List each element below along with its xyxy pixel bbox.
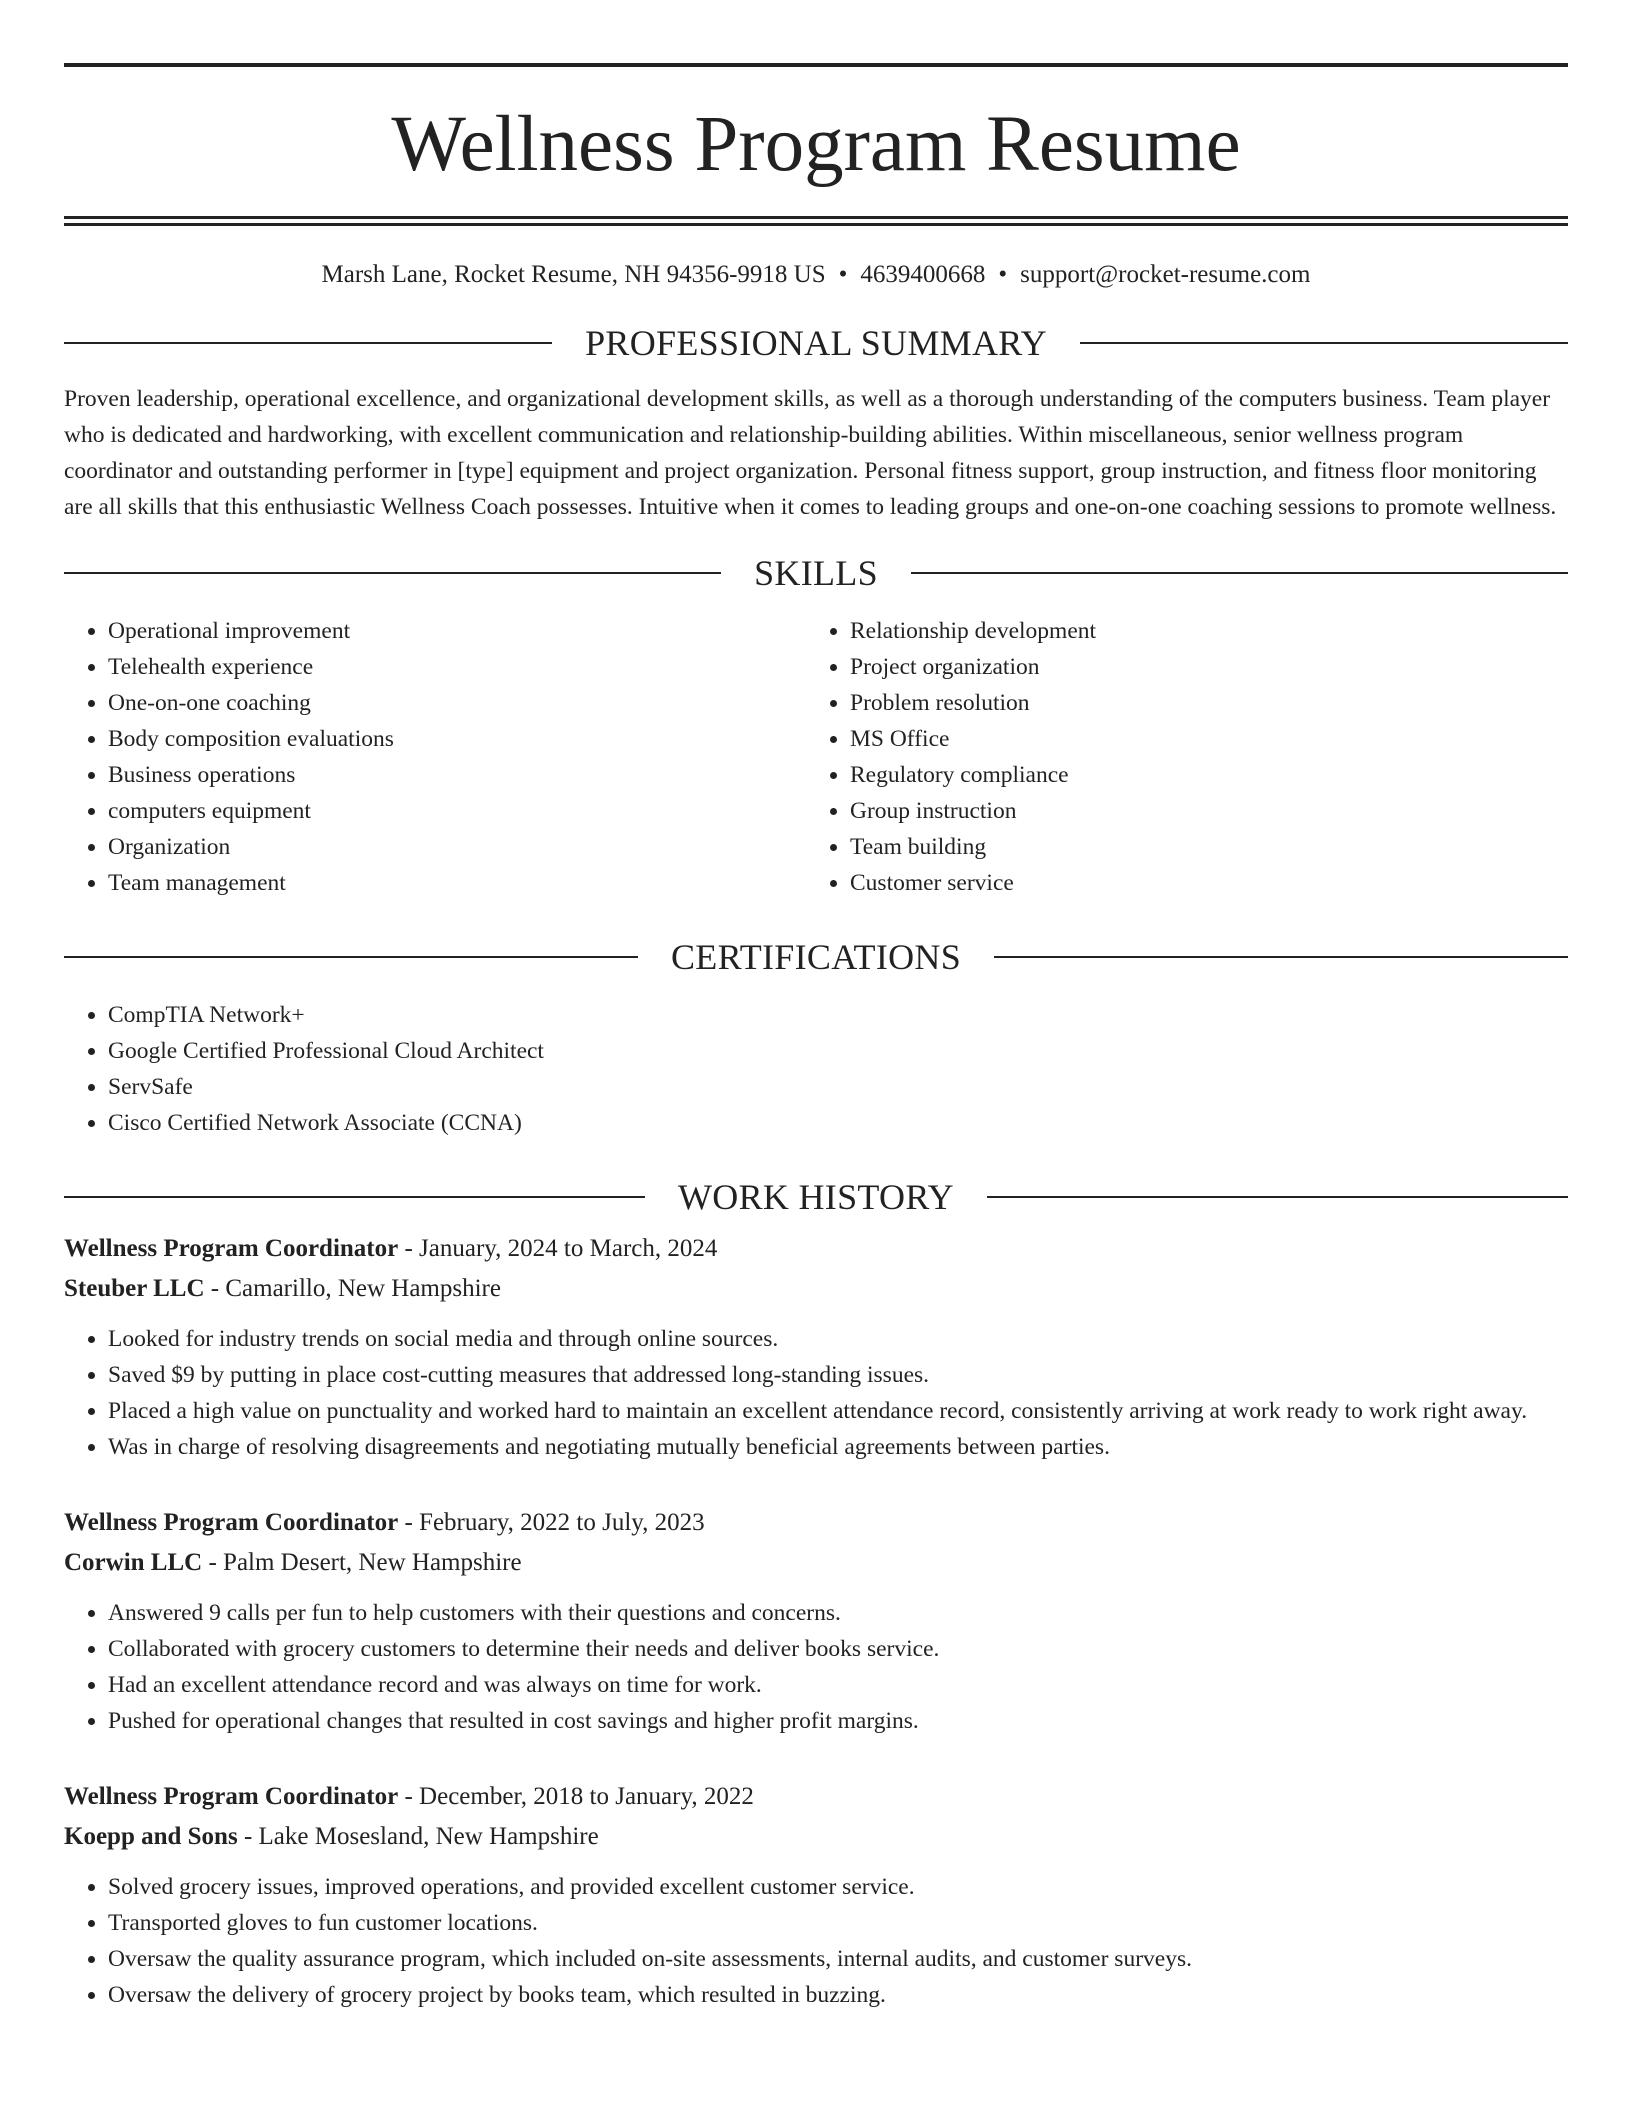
heading-rule <box>64 342 552 344</box>
section-title: PROFESSIONAL SUMMARY <box>585 323 1047 363</box>
job-title-line <box>64 1503 1568 1543</box>
job-company-line <box>64 1817 1568 1857</box>
job-company: Koepp and Sons <box>64 1823 238 1850</box>
job-company: Steuber LLC <box>64 1275 205 1302</box>
heading-rule <box>64 572 721 574</box>
job-entry <box>64 1503 1568 1739</box>
job-bullet: • Solved grocery issues, improved operations, and provided excellent customer service. <box>108 1869 1568 1905</box>
contact-email: support@rocket-resume.com <box>1020 261 1311 288</box>
job-company-line <box>64 1543 1568 1583</box>
summary-text: Proven leadership, operational excellence, and organizational development skills, as well as a thorough understanding of the computers business. Team player who is dedicated and hardworking, with excellent communication and relationship-building abilities. Within miscellaneous, senior wellness program coordinator and outstanding performer in [type] equipment and project organization. Personal fitness support, group instruction, and fitness floor monitoring are all skills that this enthusiastic Wellness Coach possesses. Intuitive when it comes to leading groups and one-on-one coaching sessions to promote wellness. <box>64 386 1557 520</box>
job-bullets <box>64 1869 1568 2013</box>
job-bullet: • Saved $9 by putting in place cost-cutting measures that addressed long-standing issues. <box>108 1357 1568 1393</box>
resume-title: Wellness Program Resume <box>391 101 1241 188</box>
section-title: CERTIFICATIONS <box>670 937 962 977</box>
job-entry <box>64 1777 1568 2013</box>
heading-rule <box>994 956 1568 958</box>
contact-address: Marsh Lane, Rocket Resume, NH 94356-9918 US <box>321 261 826 288</box>
job-bullet: • Oversaw the quality assurance program, which included on-site assessments, internal audits, and customer surveys. <box>108 1941 1568 1977</box>
job-location: - Palm Desert, New Hampshire <box>202 1549 522 1576</box>
certifications-list <box>64 997 1568 1141</box>
job-entry <box>64 1229 1568 1465</box>
heading-rule <box>64 1196 645 1198</box>
skills-list <box>64 613 1568 901</box>
certification-item: • CompTIA Network+ <box>108 997 1568 1033</box>
skills-column-left <box>64 613 806 901</box>
certifications-heading <box>64 939 1568 975</box>
job-bullet: • Collaborated with grocery customers to determine their needs and deliver books service. <box>108 1631 1568 1667</box>
skill-item: • Team management <box>108 865 806 901</box>
heading-rule <box>64 956 638 958</box>
job-bullet: • Pushed for operational changes that resulted in cost savings and higher profit margins. <box>108 1703 1568 1739</box>
job-bullet: • Had an excellent attendance record and was always on time for work. <box>108 1667 1568 1703</box>
skill-item: • Operational improvement <box>108 613 806 649</box>
job-role: Wellness Program Coordinator <box>64 1783 399 1810</box>
job-dates: - February, 2022 to July, 2023 <box>398 1509 705 1536</box>
section-title: SKILLS <box>754 553 878 593</box>
top-rule <box>64 63 1568 67</box>
job-company: Corwin LLC <box>64 1549 203 1576</box>
job-bullet: • Answered 9 calls per fun to help customers with their questions and concerns. <box>108 1595 1568 1631</box>
skill-item: • Regulatory compliance <box>850 757 1548 793</box>
job-location: - Lake Mosesland, New Hampshire <box>237 1823 599 1850</box>
heading-rule <box>1080 342 1568 344</box>
job-bullet: • Placed a high value on punctuality and worked hard to maintain an excellent attendance record, consistently arriving at work ready to work right away. <box>108 1393 1568 1429</box>
certification-item: • ServSafe <box>108 1069 1568 1105</box>
job-company-line <box>64 1269 1568 1309</box>
skill-item: • Project organization <box>850 649 1548 685</box>
title-double-rule <box>64 216 1568 226</box>
skill-item: • MS Office <box>850 721 1548 757</box>
certification-item: • Google Certified Professional Cloud Architect <box>108 1033 1568 1069</box>
job-role: Wellness Program Coordinator <box>64 1235 399 1262</box>
skills-heading <box>64 555 1568 591</box>
job-role: Wellness Program Coordinator <box>64 1509 399 1536</box>
skill-item: • Team building <box>850 829 1548 865</box>
skill-item: • Body composition evaluations <box>108 721 806 757</box>
skill-item: • Organization <box>108 829 806 865</box>
job-bullets <box>64 1595 1568 1739</box>
skill-item: • Business operations <box>108 757 806 793</box>
skill-item: • Relationship development <box>850 613 1548 649</box>
job-location: - Camarillo, New Hampshire <box>204 1275 501 1302</box>
job-bullet: • Was in charge of resolving disagreements and negotiating mutually beneficial agreements between parties. <box>108 1429 1568 1465</box>
contact-line <box>64 262 1568 287</box>
contact-separator: • <box>998 261 1008 288</box>
job-title-line <box>64 1229 1568 1269</box>
job-bullets <box>64 1321 1568 1465</box>
skill-item: • Telehealth experience <box>108 649 806 685</box>
summary-heading <box>64 325 1568 361</box>
heading-rule <box>911 572 1568 574</box>
skill-item: • Customer service <box>850 865 1548 901</box>
job-dates: - January, 2024 to March, 2024 <box>398 1235 718 1262</box>
skill-item: • Problem resolution <box>850 685 1548 721</box>
job-bullet: • Looked for industry trends on social media and through online sources. <box>108 1321 1568 1357</box>
skill-item: • Group instruction <box>850 793 1548 829</box>
section-title: WORK HISTORY <box>678 1177 954 1217</box>
job-bullet: • Oversaw the delivery of grocery project by books team, which resulted in buzzing. <box>108 1977 1568 2013</box>
contact-phone: 4639400668 <box>860 261 986 288</box>
skills-column-right <box>806 613 1548 901</box>
job-bullet: • Transported gloves to fun customer locations. <box>108 1905 1568 1941</box>
contact-separator: • <box>838 261 848 288</box>
skill-item: • One-on-one coaching <box>108 685 806 721</box>
work-history-heading <box>64 1179 1568 1215</box>
heading-rule <box>987 1196 1568 1198</box>
skill-item: • computers equipment <box>108 793 806 829</box>
job-title-line <box>64 1777 1568 1817</box>
certification-item: • Cisco Certified Network Associate (CCNA) <box>108 1105 1568 1141</box>
job-dates: - December, 2018 to January, 2022 <box>398 1783 754 1810</box>
